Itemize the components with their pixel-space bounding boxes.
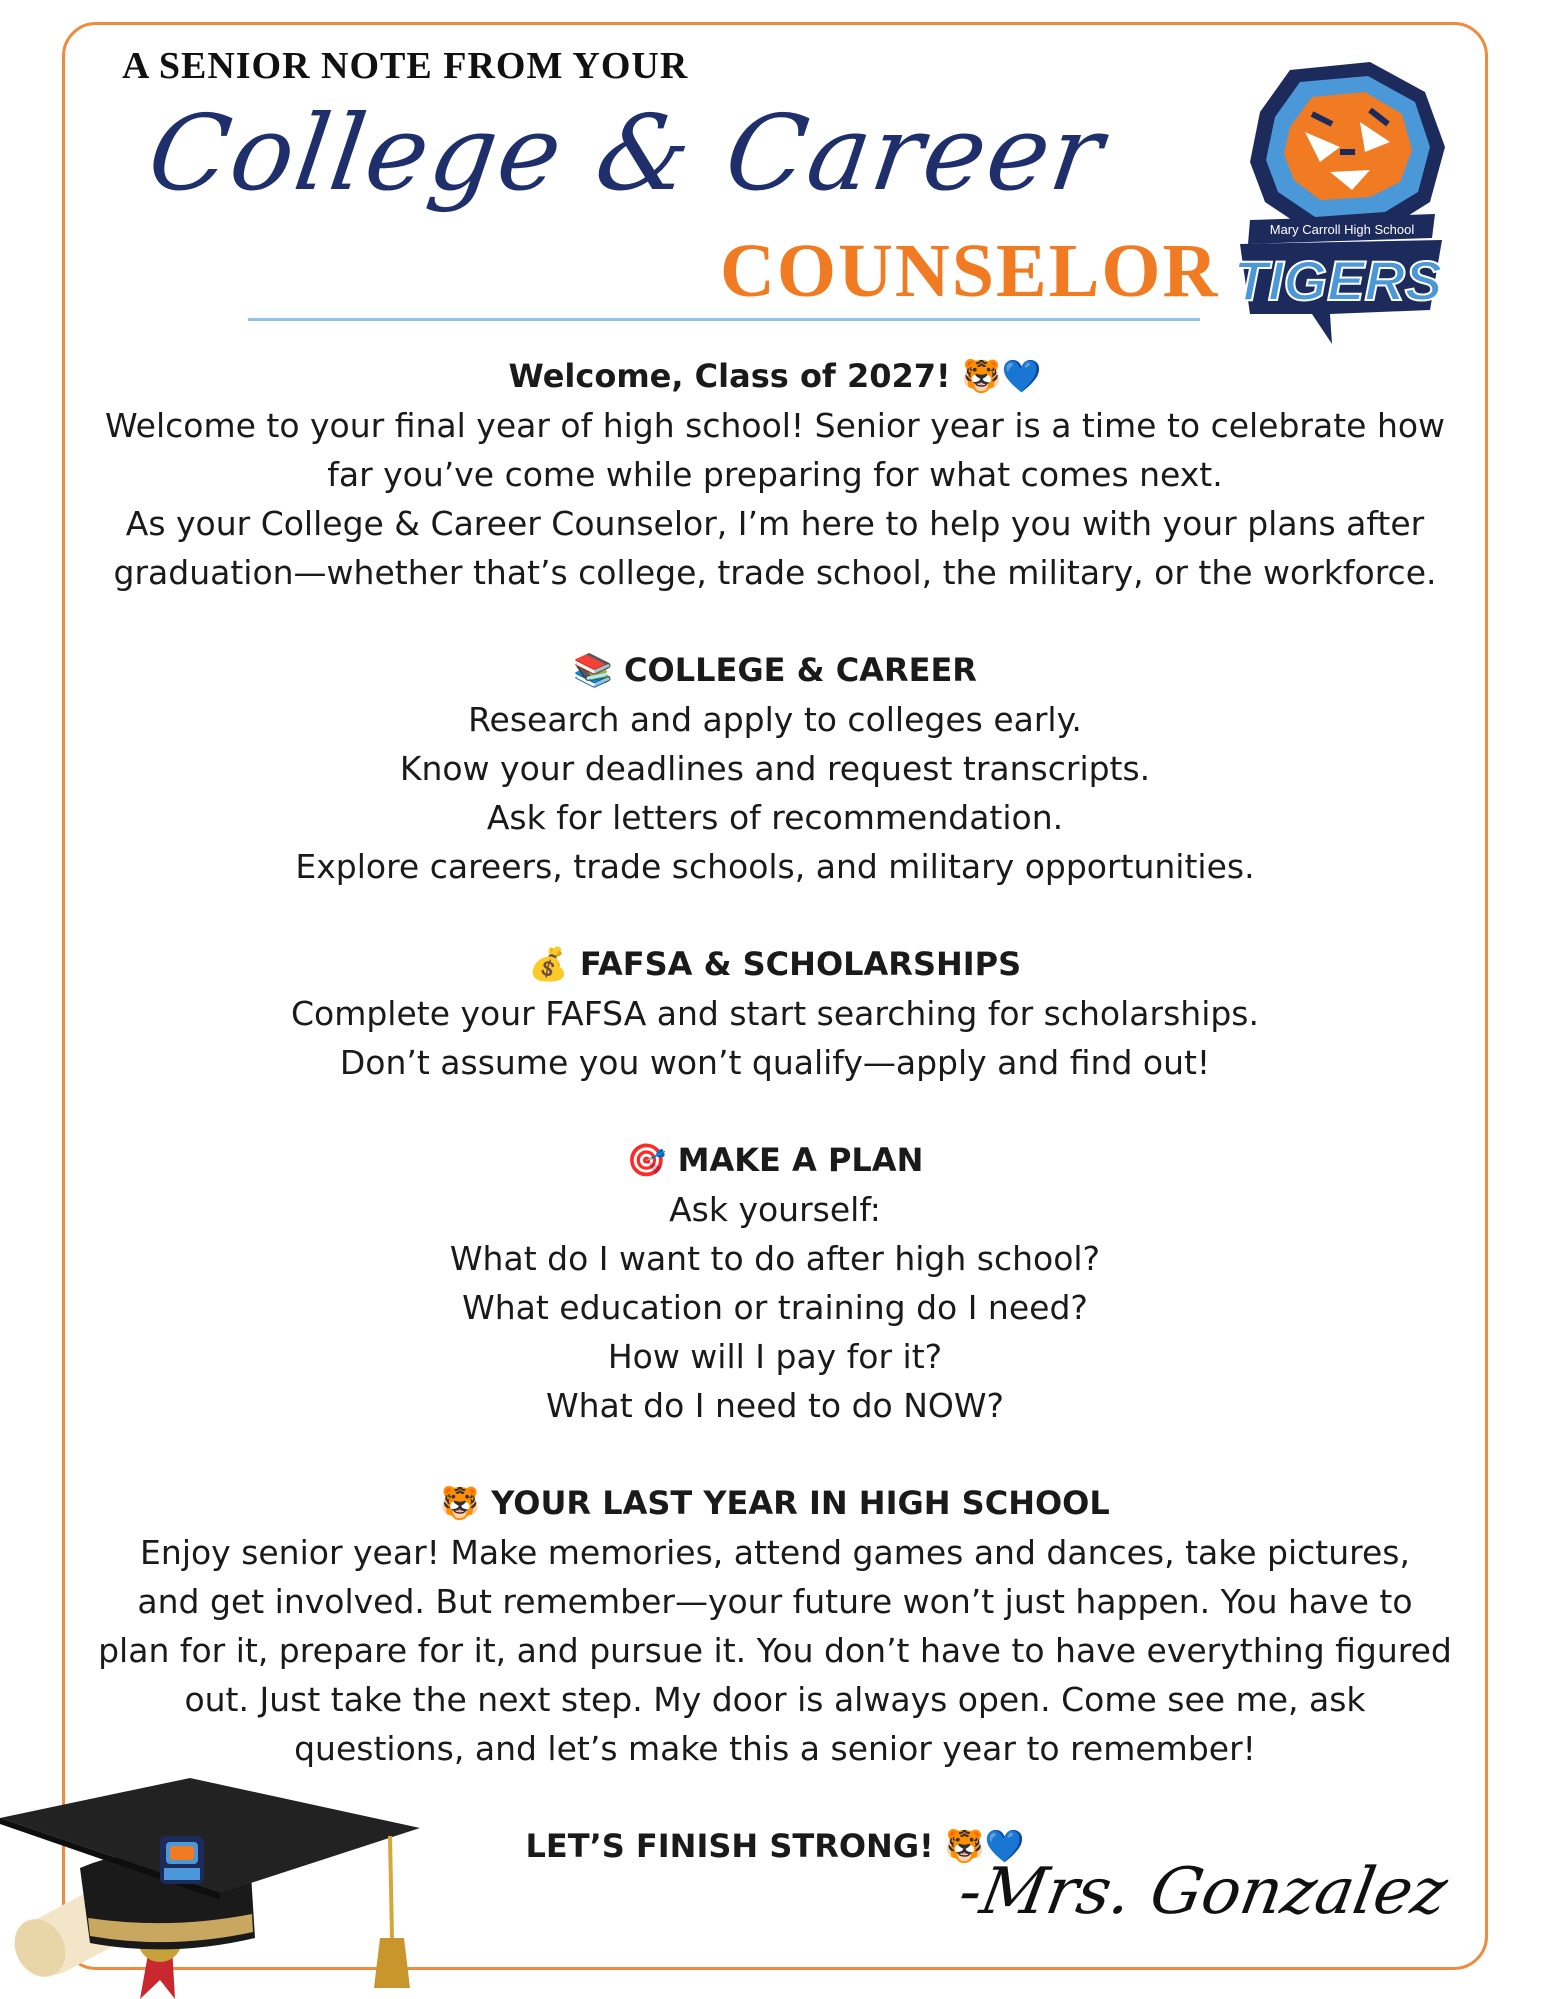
last-year-line: and get involved. But remember—your future won’t just happen. You have to [137, 1582, 1413, 1621]
college-career-line: Ask for letters of recommendation. [486, 798, 1064, 837]
closing-line: LET’S FINISH STRONG! 🐯💙 [525, 1827, 1025, 1865]
make-a-plan-heading: 🎯 MAKE A PLAN [626, 1141, 924, 1179]
make-a-plan-line: What education or training do I need? [462, 1288, 1088, 1327]
make-a-plan-line: What do I need to do NOW? [545, 1386, 1005, 1425]
make-a-plan-line: What do I want to do after high school? [449, 1239, 1101, 1278]
college-career-heading: 📚 COLLEGE & CAREER [573, 651, 977, 689]
header-divider [248, 318, 1200, 321]
header-script-title: College & Career [141, 92, 1112, 214]
header-kicker: A SENIOR NOTE FROM YOUR [122, 45, 689, 87]
college-career-line: Know your deadlines and request transcripts. [399, 749, 1151, 788]
college-career-line: Research and apply to colleges early. [468, 700, 1082, 739]
welcome-line: far you’ve come while preparing for what comes next. [327, 455, 1223, 494]
fafsa-line: Don’t assume you won’t qualify—apply and find out! [339, 1043, 1211, 1082]
welcome-line: graduation—whether that’s college, trade school, the military, or the workforce. [113, 553, 1437, 592]
welcome-line: As your College & Career Counselor, I’m here to help you with your plans after [125, 504, 1425, 543]
welcome-heading: Welcome, Class of 2027! 🐯💙 [508, 357, 1042, 395]
graduation-cap-illustration [0, 1718, 430, 1999]
logo-tigers-wordmark: TIGERS [1233, 249, 1443, 312]
fafsa-line: Complete your FAFSA and start searching for scholarships. [290, 994, 1259, 1033]
last-year-line: Enjoy senior year! Make memories, attend games and dances, take pictures, [140, 1533, 1410, 1572]
welcome-line: Welcome to your final year of high school! Senior year is a time to celebrate how [104, 406, 1446, 445]
logo-school-name: Mary Carroll High School [1269, 222, 1415, 237]
college-career-line: Explore careers, trade schools, and military opportunities. [295, 847, 1255, 886]
last-year-line: questions, and let’s make this a senior year to remember! [294, 1729, 1256, 1768]
fafsa-heading: 💰 FAFSA & SCHOLARSHIPS [528, 945, 1022, 983]
make-a-plan-line: How will I pay for it? [607, 1337, 943, 1376]
signature: -Mrs. Gonzalez [953, 1855, 1453, 1929]
last-year-line: plan for it, prepare for it, and pursue it. You don’t have to have everything figured [98, 1631, 1452, 1670]
letter-body [80, 352, 1470, 1871]
last-year-line: out. Just take the next step. My door is always open. Come see me, ask [184, 1680, 1366, 1719]
tigers-logo [1220, 52, 1460, 350]
make-a-plan-line: Ask yourself: [669, 1190, 881, 1229]
last-year-heading: 🐯 YOUR LAST YEAR IN HIGH SCHOOL [440, 1484, 1110, 1522]
header-counselor: COUNSELOR [720, 229, 1220, 313]
